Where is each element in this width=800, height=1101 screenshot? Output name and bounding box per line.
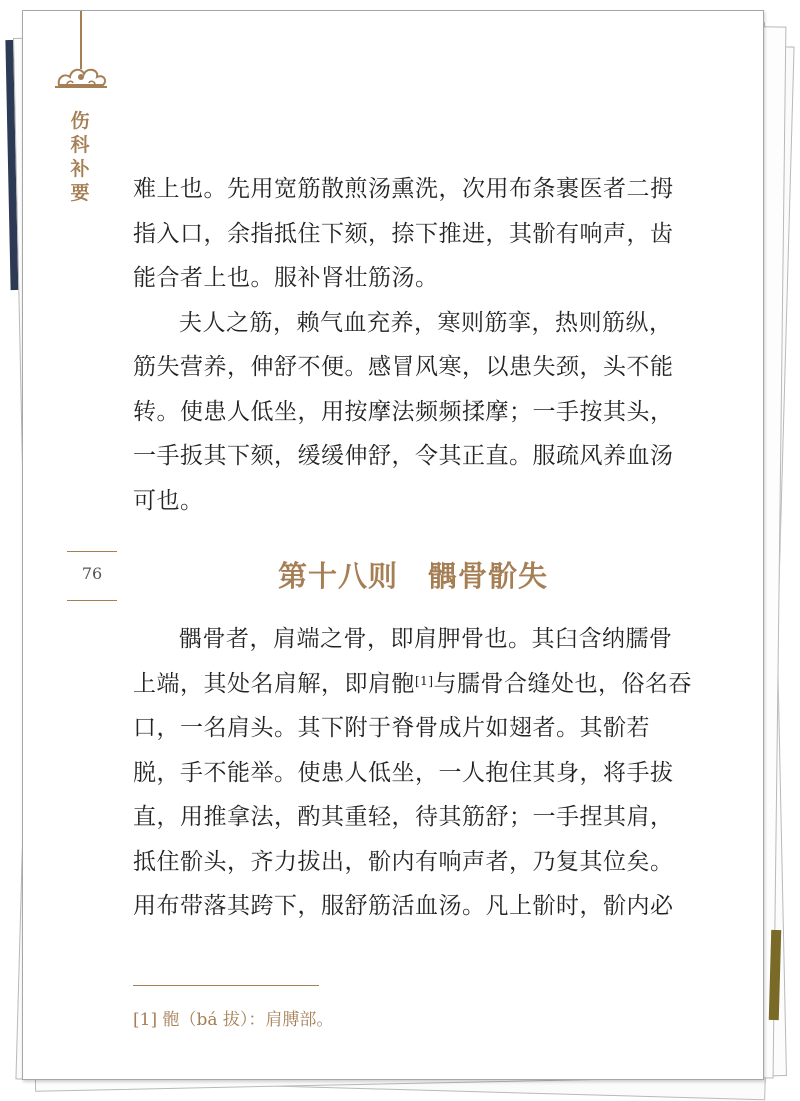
footnote-divider bbox=[133, 985, 319, 986]
paragraph bbox=[133, 617, 693, 929]
running-title: 伤科补要 bbox=[70, 110, 90, 204]
page-number: 76 bbox=[81, 564, 103, 583]
page-number-box bbox=[67, 551, 117, 601]
paragraph-text: 髃骨者，肩端之骨，即肩胛骨也。其臼含纳臑骨上端，其处名肩解，即肩骲 bbox=[133, 626, 673, 697]
book-page bbox=[22, 10, 764, 1080]
footnote-reference[interactable]: [1] bbox=[415, 673, 434, 688]
body-text-top bbox=[133, 167, 693, 523]
chapter-heading: 第十八则 髃骨骱失 bbox=[277, 559, 548, 593]
footnote: [1] 骲（bá 拔）：肩膊部。 bbox=[133, 1010, 334, 1030]
body-text-main bbox=[133, 617, 693, 929]
divider bbox=[67, 600, 117, 601]
paragraph: 难上也。先用宽筋散煎汤熏洗，次用布条裹医者二拇指入口，余指抵住下颏，捺下推进，其骱有响声，齿能合者上也。服补肾壮筋汤。 bbox=[133, 176, 674, 291]
divider bbox=[67, 551, 117, 552]
paragraph: 夫人之筋，赖气血充养，寒则筋挛，热则筋纵，筋失营养，伸舒不便。感冒风寒，以患失颈，头不能转。使患人低坐，用按摩法频频揉摩；一手按其头，一手扳其下颏，缓缓伸舒，令其正直。服疏风养血汤可也。 bbox=[133, 309, 674, 514]
paragraph-text: 与臑骨合缝处也，俗名吞口，一名肩头。其下附于脊骨成片如翅者。其骱若脱，手不能举。使患人低坐，一人抱住其身，将手拔直，用推拿法，酌其重轻，待其筋舒；一手捏其肩，抵住骱头，齐力拔出，骱内有响声者，乃复其位矣。用布带落其跨下，服舒筋活血汤。凡上骱时，骱内必 bbox=[133, 670, 692, 919]
cloud-ornament-icon bbox=[53, 11, 109, 101]
